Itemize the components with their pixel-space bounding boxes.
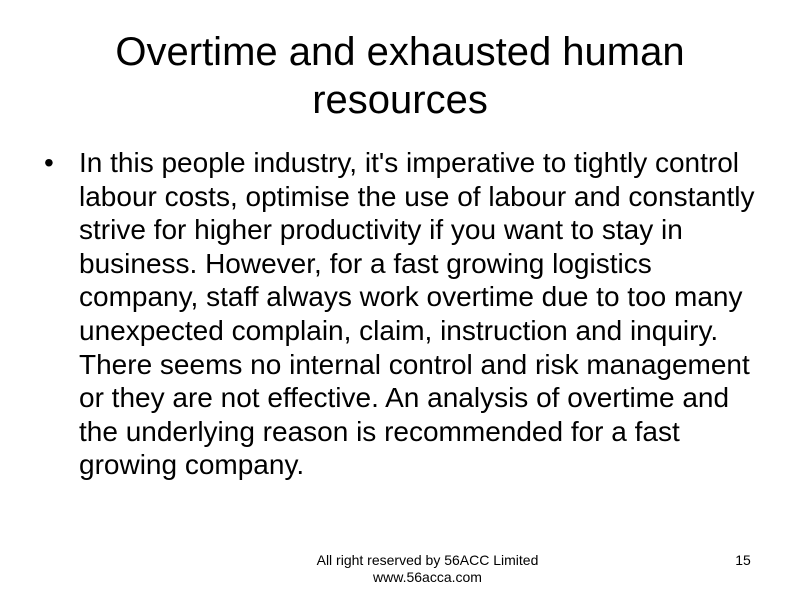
- bullet-item: [40, 146, 770, 482]
- footer-website: www.56acca.com: [373, 569, 482, 585]
- page-number: 15: [735, 552, 751, 568]
- slide-title: Overtime and exhausted human resources: [115, 30, 685, 122]
- bullet-marker: •: [44, 147, 54, 178]
- bullet-text: In this people industry, it's imperative to tightly control labour costs, optimise the use of labour and constantly strive for higher productivity if you want to stay in business. However, for a fast growing logistics company, staff always work overtime due to too many unexpected complain, claim, instruction and inquiry. There seems no internal control and risk management or they are not effective. An analysis of overtime and the underlying reason is recommended for a fast growing company.: [79, 147, 755, 481]
- bullet-list: [40, 146, 770, 482]
- footer-copyright: All right reserved by 56ACC Limited: [316, 552, 539, 568]
- footer: [290, 552, 565, 586]
